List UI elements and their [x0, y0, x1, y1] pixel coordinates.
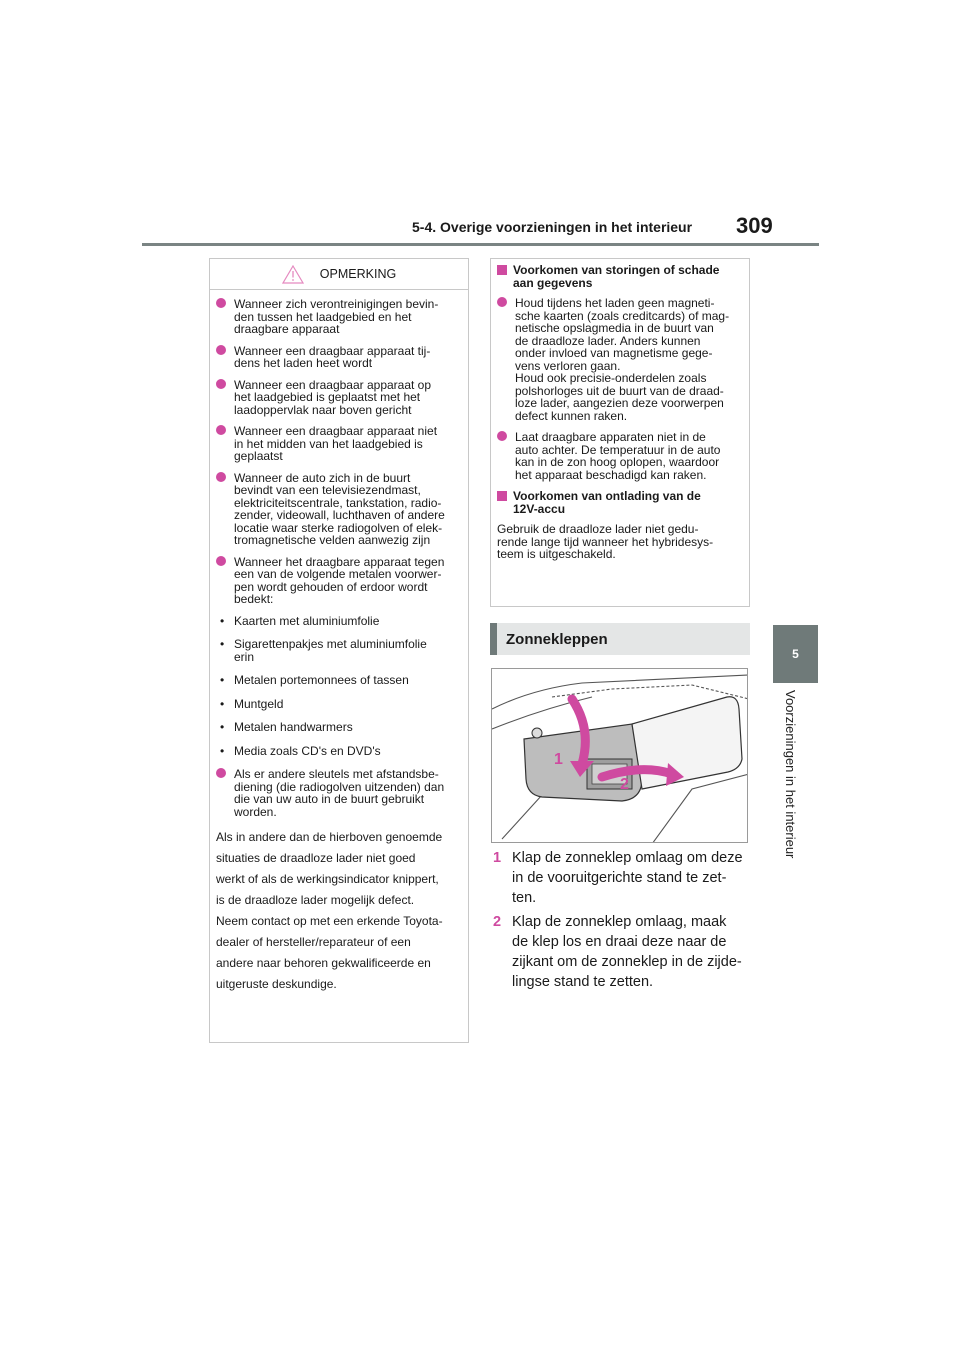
- bullet-dot-icon: [216, 379, 226, 389]
- bullet-dot-icon: [216, 345, 226, 355]
- section-header-title: 5-4. Overige voorzieningen in het interieur: [412, 219, 693, 235]
- step-text: Klap de zonneklep omlaag om deze in de vooruitgerichte stand te zet- ten.: [512, 850, 743, 906]
- warning-triangle-icon: [282, 265, 304, 284]
- note-bullet: Wanneer zich verontreinigingen bevin- den tussen het laadgebied en het draagbare apparaat: [216, 298, 462, 336]
- note-paragraph: Als in andere dan de hierboven genoemde situaties de draadloze lader niet goed werkt of als de werkingsindicator knippert, is de draadloze lader mogelijk defect. Neem contact op met een erkende Toyota- dealer of hersteller/reparateur of een andere naar behoren gekwalificeerde en uitgeruste deskundige.: [216, 830, 443, 991]
- note-sub-item: • Metalen portemonnees of tassen: [220, 673, 409, 687]
- info-heading: Voorkomen van ontlading van de 12V-accu: [497, 490, 743, 515]
- figure-label-1: 1: [554, 751, 563, 768]
- bullet-dot-icon: [216, 425, 226, 435]
- step-2: [490, 912, 755, 992]
- note-bullet: Wanneer een draagbaar apparaat tij- dens het laden heet wordt: [216, 345, 462, 370]
- note-sub-item: • Sigarettenpakjes met aluminiumfolie erin: [220, 637, 427, 664]
- step-text: Klap de zonneklep omlaag, maak de klep los en draai deze naar de zijkant om de zonneklep in de zijde- lingse stand te zetten.: [512, 914, 742, 990]
- note-sub-item: • Media zoals CD's en DVD's: [220, 743, 381, 758]
- sun-visor-drawing: [492, 669, 748, 843]
- bullet-dot-icon: [497, 297, 507, 307]
- note-sub-item: • Muntgeld: [220, 696, 284, 711]
- figure-label-2: 2: [620, 776, 629, 793]
- note-heading: OPMERKING: [319, 267, 397, 281]
- note-header: [210, 259, 468, 290]
- bullet-dot-icon: [216, 556, 226, 566]
- note-sub-item: • Kaarten met aluminiumfolie: [220, 613, 380, 628]
- bullet-dot-icon: [216, 472, 226, 482]
- note-sub-item: • Metalen handwarmers: [220, 720, 353, 734]
- info-heading: Voorkomen van storingen of schade aan gegevens: [497, 264, 743, 289]
- step-number: 2: [493, 914, 502, 930]
- bullet-dot-icon: [497, 431, 507, 441]
- chapter-tab: [773, 625, 818, 683]
- square-bullet-icon: [497, 265, 507, 275]
- square-bullet-icon: [497, 491, 507, 501]
- sun-visor-illustration: [491, 668, 748, 843]
- section-title: Zonnekleppen: [490, 623, 750, 655]
- info-box: [490, 258, 750, 607]
- note-box: [209, 258, 469, 1043]
- note-bullet: Wanneer een draagbaar apparaat op het laadgebied is geplaatst met het laadoppervlak naar boven gericht: [216, 379, 462, 417]
- info-text: Gebruik de draadloze lader niet gedu- rende lange tijd wanneer het hybridesys- teem is uitgeschakeld.: [497, 522, 714, 561]
- note-bullet: Als er andere sleutels met afstandsbe- diening (die radiogolven uitzenden) dan die van uw auto in de buurt gebruikt worden.: [216, 768, 462, 818]
- step-number: 1: [493, 850, 502, 866]
- step-1: [490, 848, 755, 908]
- info-bullet: Houd tijdens het laden geen magneti- sche kaarten (zoals creditcards) of mag- netische opslagmedia in de buurt van de draadloze lader. Anders kunnen onder invloed van magnetisme gege- vens verloren gaan. Houd ook precisie-onderdelen zoals polshorloges uit de buurt van de draad- loze lader, aangezien deze voorwerpen defect kunnen raken.: [497, 297, 743, 422]
- header-rule: [142, 243, 819, 246]
- chapter-number: 5: [792, 647, 799, 661]
- chapter-side-label: Voorzieningen in het interieur: [783, 690, 798, 859]
- page-number: 309: [736, 213, 773, 238]
- bullet-dot-icon: [216, 768, 226, 778]
- note-bullet: Wanneer de auto zich in de buurt bevindt van een televisiezendmast, elektriciteitscentrale, tankstation, radio- zender, videowall, luchthaven of andere locatie waar sterke radiogolven of elek- tromagnetische velden aanwezig zijn: [216, 472, 462, 547]
- bullet-dot-icon: [216, 298, 226, 308]
- note-bullet: Wanneer een draagbaar apparaat niet in het midden van het laadgebied is geplaatst: [216, 425, 462, 463]
- note-bullet: Wanneer het draagbare apparaat tegen een van de volgende metalen voorwer- pen wordt gehouden of erdoor wordt bedekt:: [216, 556, 462, 606]
- info-bullet: Laat draagbare apparaten niet in de auto achter. De temperatuur in de auto kan in de zon hoog oplopen, waardoor het apparaat beschadigd kan raken.: [497, 431, 743, 481]
